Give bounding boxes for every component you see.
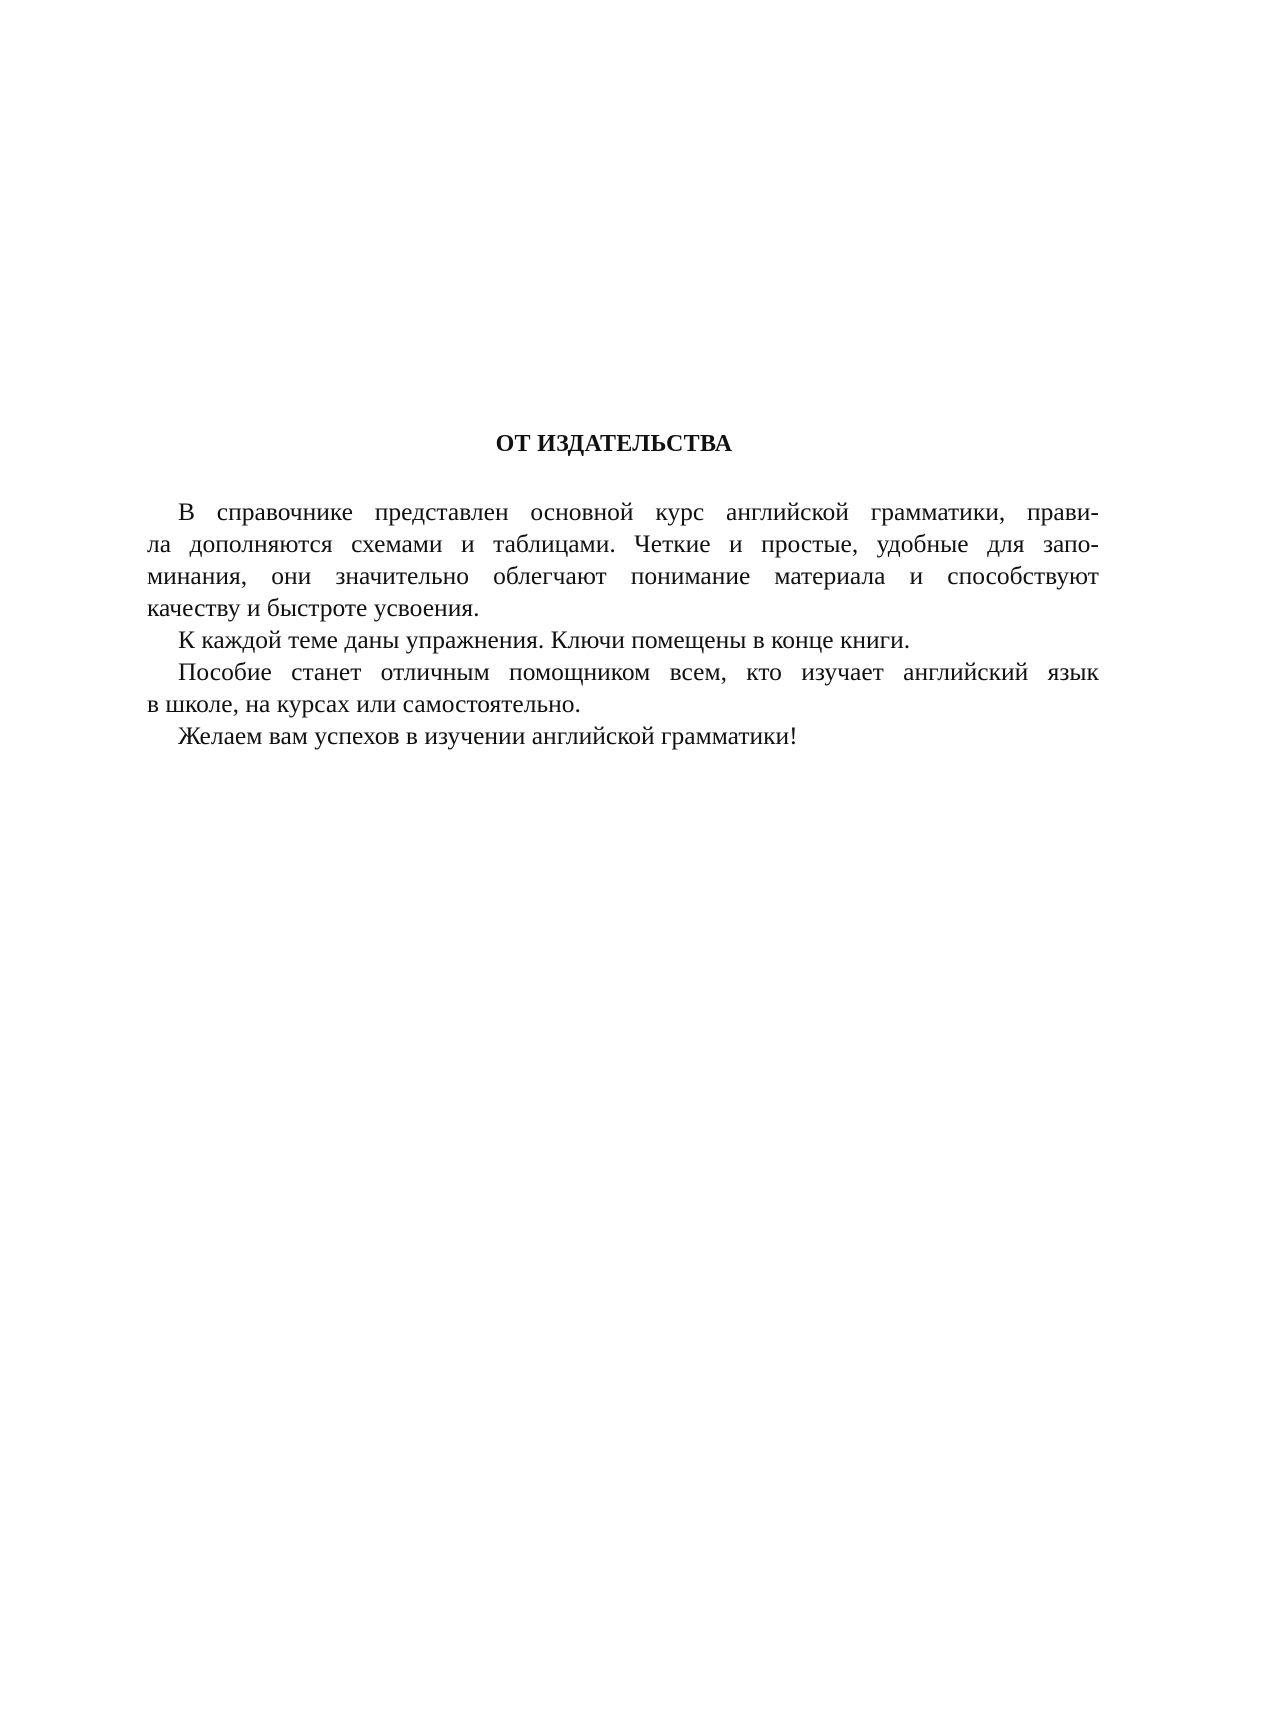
paragraph-exercises [147, 624, 1099, 656]
text-line-content: Пособие станет отличным помощником всем, кто изучает английский язык [178, 657, 1099, 686]
text-line [147, 528, 1099, 560]
text-line: качеству и быстроте усвоения. [147, 593, 480, 622]
text-line-content: ла дополняются схемами и таблицами. Четкие и простые, удобные для запо- [147, 529, 1099, 558]
paragraph-intro [147, 496, 1099, 624]
paragraph-wishes [147, 720, 1099, 752]
text-line: К каждой теме даны упражнения. Ключи помещены в конце книги. [178, 625, 911, 654]
text-line-content: В справочнике представлен основной курс английской грамматики, прави- [178, 497, 1099, 526]
text-line [147, 560, 1099, 592]
text-line [147, 496, 1099, 528]
text-line: в школе, на курсах или самостоятельно. [147, 689, 581, 718]
page-title: ОТ ИЗДАТЕЛЬСТВА [495, 431, 733, 457]
text-line-content: минания, они значительно облегчают понимание материала и способствуют [147, 561, 1099, 590]
text-line [147, 656, 1099, 688]
text-line: Желаем вам успехов в изучении английской грамматики! [178, 721, 798, 750]
paragraph-audience [147, 656, 1099, 720]
body-text [147, 496, 1099, 752]
